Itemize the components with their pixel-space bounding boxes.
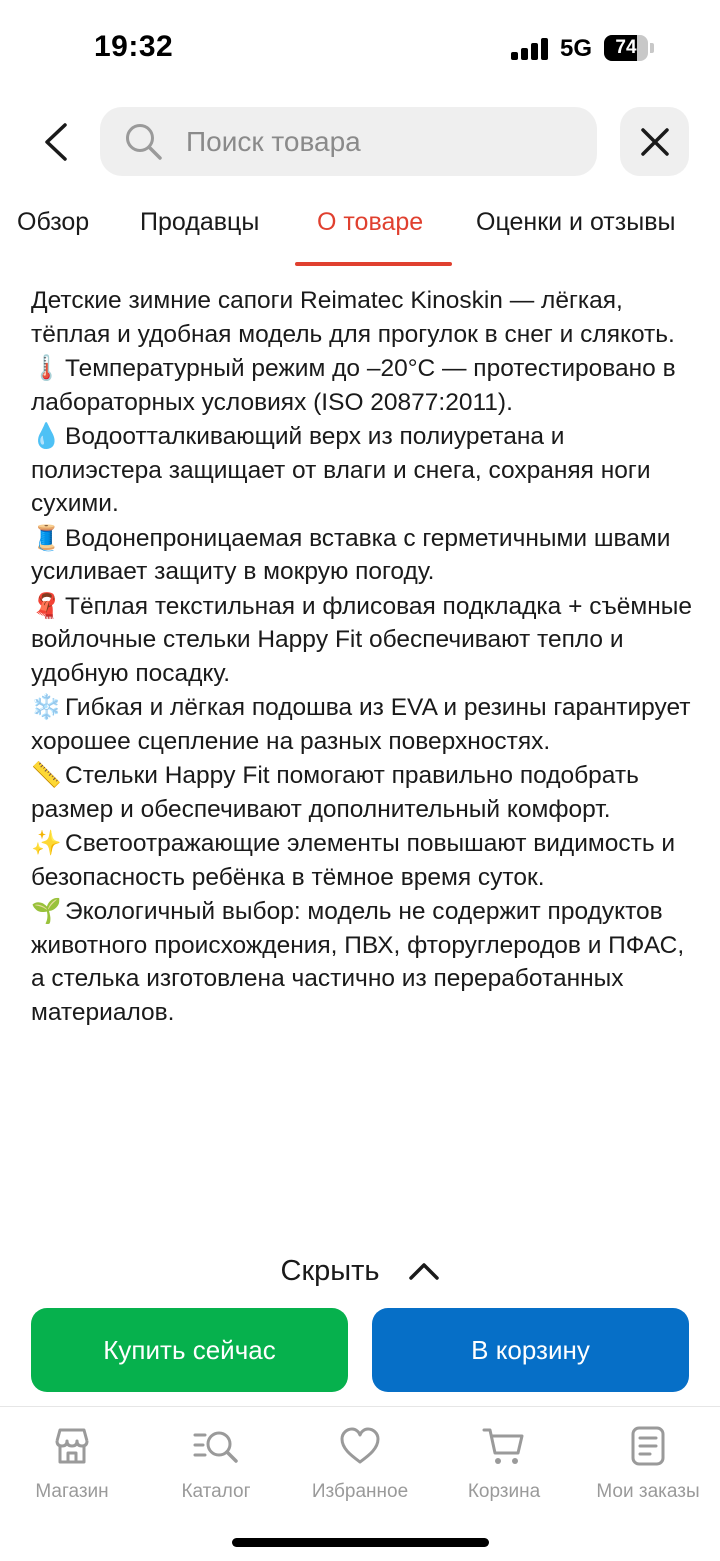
store-icon	[51, 1425, 93, 1467]
feature-item: ❄️ Гибкая и лёгкая подошва из EVA и резины гарантирует хорошее сцепление на разных поверхностях.	[31, 692, 691, 755]
heart-icon	[338, 1425, 382, 1467]
close-button[interactable]	[620, 107, 689, 176]
search-box[interactable]	[100, 107, 597, 176]
scarf-icon: 🧣	[31, 590, 62, 620]
back-button[interactable]	[28, 112, 84, 172]
cart-icon	[481, 1425, 527, 1467]
cellular-signal-icon	[511, 38, 549, 60]
feature-item: 🧵 Водонепроницаемая вставка с герметичными швами усиливает защиту в мокрую погоду.	[31, 522, 671, 585]
seedling-icon: 🌱	[31, 896, 62, 925]
collapse-label: Скрыть	[280, 1254, 380, 1287]
tab-sellers[interactable]: Продавцы	[140, 208, 260, 236]
sparkles-icon: ✨	[31, 828, 62, 857]
orders-icon	[628, 1425, 668, 1467]
battery-icon	[604, 35, 654, 61]
feature-item: 🧣 Тёплая текстильная и флисовая подкладка + съёмные войлочные стельки Happy Fit обеспечивают тепло и удобную посадку.	[31, 590, 693, 687]
battery-level-text: 74	[615, 37, 637, 58]
ruler-icon: 📏	[31, 760, 62, 789]
feature-item: ✨ Светоотражающие элементы повышают видимость и безопасность ребёнка в тёмное время суток.	[31, 828, 676, 891]
tab-overview[interactable]: Обзор	[17, 208, 90, 236]
chevron-left-icon	[41, 122, 71, 162]
search-input[interactable]	[186, 126, 566, 158]
nav-store[interactable]: Магазин	[0, 1425, 144, 1503]
nav-catalog[interactable]: Каталог	[144, 1425, 288, 1503]
thread-spool-icon: 🧵	[31, 522, 62, 552]
home-indicator	[232, 1538, 489, 1547]
close-icon	[640, 127, 670, 157]
droplet-icon: 💧	[31, 421, 62, 450]
buy-now-button[interactable]: Купить сейчас	[31, 1308, 348, 1392]
description-intro: Детские зимние сапоги Reimatec Kinoskin — лёгкая, тёплая и удобная модель для прогулок в снег и слякоть.	[31, 287, 675, 348]
tab-bar	[0, 196, 720, 268]
nav-favorites[interactable]: Избранное	[288, 1425, 432, 1503]
nav-my-orders[interactable]: Мои заказы	[576, 1425, 720, 1503]
feature-item: 🌡️ Температурный режим до –20°C — протестировано в лабораторных условиях (ISO 20877:2011).	[31, 353, 676, 416]
feature-item: 🌱 Экологичный выбор: модель не содержит продуктов животного происхождения, ПВХ, фторуглеродов и ПФАС, а стелька изготовлена частично из переработанных материалов.	[31, 896, 685, 1026]
tab-about-product[interactable]: О товаре	[317, 208, 424, 236]
catalog-search-icon	[192, 1425, 240, 1467]
nav-cart[interactable]: Корзина	[432, 1425, 576, 1503]
status-time: 19:32	[94, 30, 174, 63]
tab-reviews[interactable]: Оценки и отзывы	[476, 208, 676, 236]
network-type: 5G	[560, 35, 593, 62]
snowflake-icon: ❄️	[31, 692, 62, 721]
status-bar	[0, 0, 720, 100]
active-tab-indicator	[295, 262, 452, 266]
feature-item: 💧 Водоотталкивающий верх из полиуретана и полиэстера защищает от влаги и снега, сохраняя ноги сухими.	[31, 421, 651, 517]
chevron-up-icon	[408, 1261, 440, 1281]
feature-item: 📏 Стельки Happy Fit помогают правильно подобрать размер и обеспечивают дополнительный комфорт.	[31, 760, 639, 823]
product-description	[31, 284, 701, 1029]
add-to-cart-button[interactable]: В корзину	[372, 1308, 689, 1392]
search-icon	[124, 122, 164, 162]
thermometer-icon: 🌡️	[31, 353, 62, 382]
collapse-description-button[interactable]	[0, 1246, 720, 1296]
